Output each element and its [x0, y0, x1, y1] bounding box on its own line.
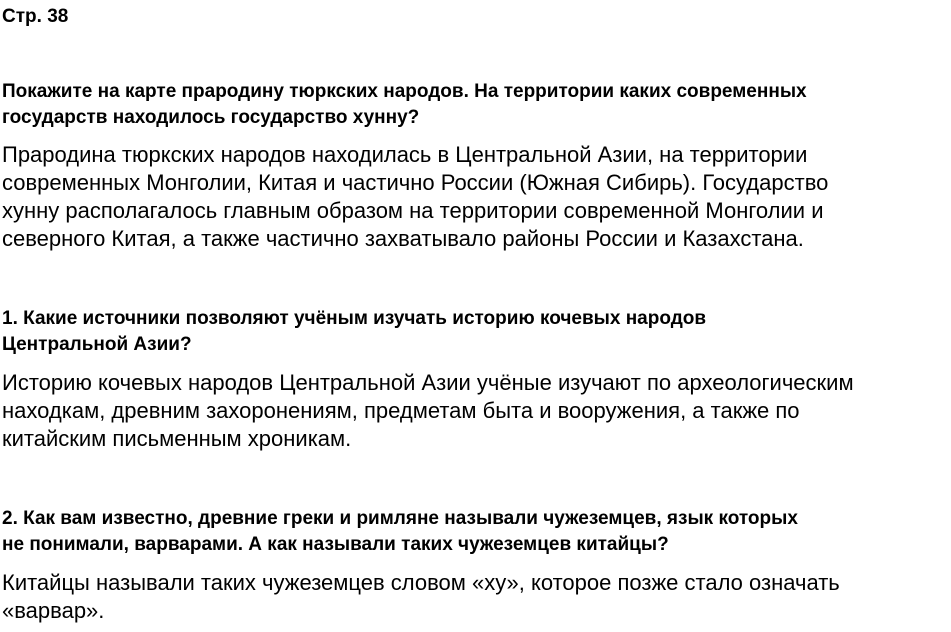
answer-1-sources: Историю кочевых народов Центральной Азии учёные изучают по археологическим находкам, древним захоронениям, предметам быта и вооружения, а также по китайским письменным хроникам. — [2, 370, 854, 451]
question-homeland-map: Покажите на карте прародину тюркских народов. На территории каких современных государств находилось государство хунну? — [2, 81, 807, 128]
answer-2-barbarians: Китайцы называли таких чужеземцев словом «ху», которое позже стало означать «варвар». — [2, 570, 840, 623]
question-1-sources: 1. Какие источники позволяют учёным изучать историю кочевых народов Центральной Азии? — [2, 308, 707, 355]
page-number: Стр. 38 — [2, 6, 69, 27]
question-2-barbarians: 2. Как вам известно, древние греки и римляне называли чужеземцев, язык которых не понимали, варварами. А как называли таких чужеземцев китайцы? — [2, 508, 798, 555]
answer-homeland-map: Прародина тюркских народов находилась в Центральной Азии, на территории современных Монголии, Китая и частично России (Южная Сибирь). Государство хунну располагалось главным образом на территории современной Монголии и северного Китая, а также частично захватывало районы России и Казахстана. — [2, 142, 829, 251]
